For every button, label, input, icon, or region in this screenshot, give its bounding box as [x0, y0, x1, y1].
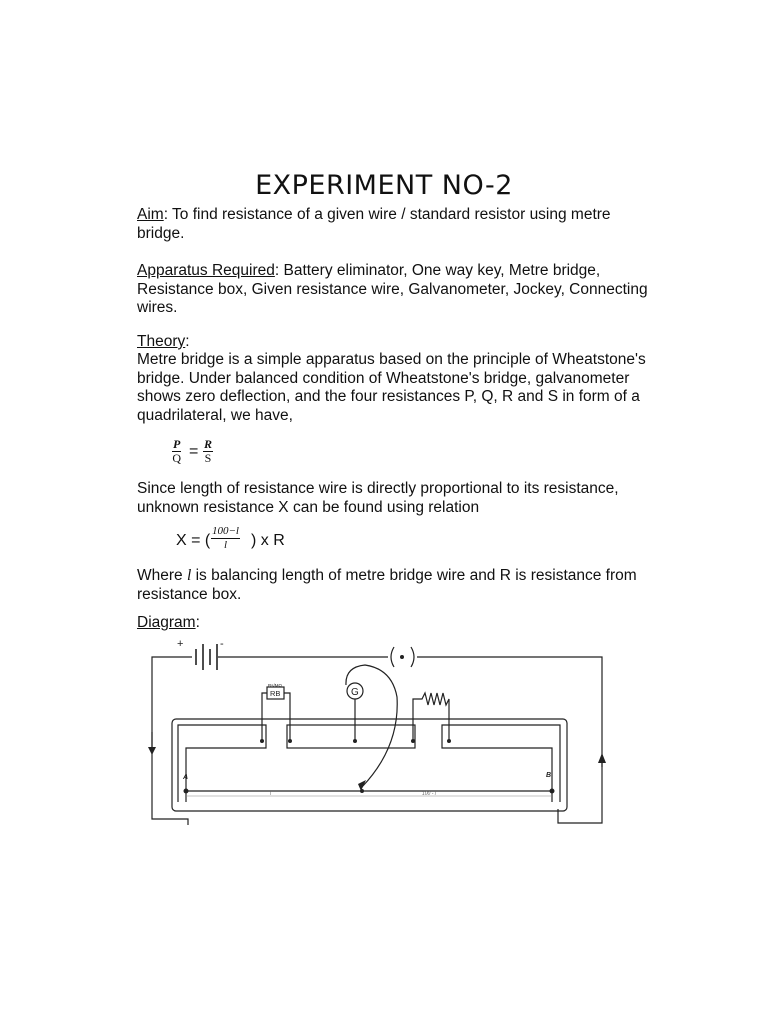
- length-symbol: l: [186, 567, 192, 584]
- aim-section: [137, 206, 657, 243]
- end-b-dot: [550, 789, 555, 794]
- length-100-l-label: 100 - l: [422, 791, 436, 797]
- bridge-board: [172, 719, 567, 811]
- metre-bridge-circuit-diagram: [140, 637, 610, 832]
- terminal-1: [260, 739, 264, 743]
- where-text: [137, 567, 657, 604]
- where-after: is balancing length of metre bridge wire and R is resistance from resistance box.: [137, 567, 637, 603]
- aim-label: Aim: [137, 206, 164, 223]
- diagram-colon: :: [195, 614, 200, 631]
- diagram-label: Diagram: [137, 614, 196, 631]
- theory-heading: [137, 333, 657, 352]
- x-equation-suffix: ) x R: [251, 532, 285, 549]
- fraction-denominator: l: [223, 539, 228, 551]
- fraction-100-l: [211, 525, 240, 552]
- key-arc-right: [411, 647, 414, 667]
- relation-intro: Since length of resistance wire is directly proportional to its resistance, unknown resistance X can be found using relation: [137, 480, 619, 516]
- left-arrow-head: [148, 747, 156, 755]
- rb-label: RB: [270, 689, 281, 698]
- terminal-5: [447, 739, 451, 743]
- key-dot: [400, 655, 404, 659]
- right-arrow-head: [598, 753, 606, 763]
- symbol-q: Q: [172, 451, 181, 465]
- terminal-2: [288, 739, 292, 743]
- key-arc-left: [391, 647, 394, 667]
- theory-text: Metre bridge is a simple apparatus based on the principle of Wheatstone's bridge. Under balanced condition of Wheatstone's bridge, galvanometer shows zero deflection, and the four resistances P, Q, R and S in form of a quadrilateral, we have,: [137, 351, 646, 424]
- unknown-resistance: [413, 693, 449, 741]
- symbol-p: P: [173, 437, 181, 451]
- end-a-label: A: [183, 774, 189, 781]
- apparatus-section: [137, 262, 657, 318]
- end-a-dot: [184, 789, 189, 794]
- length-l-label: l: [270, 791, 272, 797]
- right-wire: [417, 657, 602, 823]
- apparatus-label: Apparatus Required: [137, 262, 275, 279]
- symbol-s: S: [204, 451, 212, 465]
- middle-strip: [287, 725, 415, 748]
- terminal-4: [411, 739, 415, 743]
- fraction-r-s: [203, 438, 213, 465]
- apparatus-text: : Battery eliminator, One way key, Metre bridge, Resistance box, Given resistance wire, Galvanometer, Jockey, Connecting wires.: [137, 262, 648, 316]
- terminal-3: [353, 739, 357, 743]
- diagram-heading: [137, 614, 657, 633]
- battery-minus-label: -: [220, 638, 224, 650]
- fraction-p-q: [172, 438, 181, 465]
- fraction-numerator: 100−l: [212, 525, 239, 537]
- battery-plus-label: +: [177, 638, 184, 650]
- x-equation-prefix: X = (: [176, 532, 211, 549]
- experiment-title: EXPERIMENT NO-2: [255, 170, 513, 201]
- galvanometer-label: G: [351, 687, 359, 698]
- rb-caption: Rs/MΩ: [268, 683, 282, 688]
- where-before: Where: [137, 567, 187, 584]
- theory-colon: :: [185, 333, 190, 350]
- symbol-r: R: [204, 437, 213, 451]
- theory-label: Theory: [137, 333, 186, 350]
- jockey-contact: [360, 789, 364, 793]
- aim-text: : To find resistance of a given wire / standard resistor using metre bridge.: [137, 206, 611, 242]
- equals-sign: =: [189, 443, 199, 460]
- end-b-label: B: [546, 772, 552, 779]
